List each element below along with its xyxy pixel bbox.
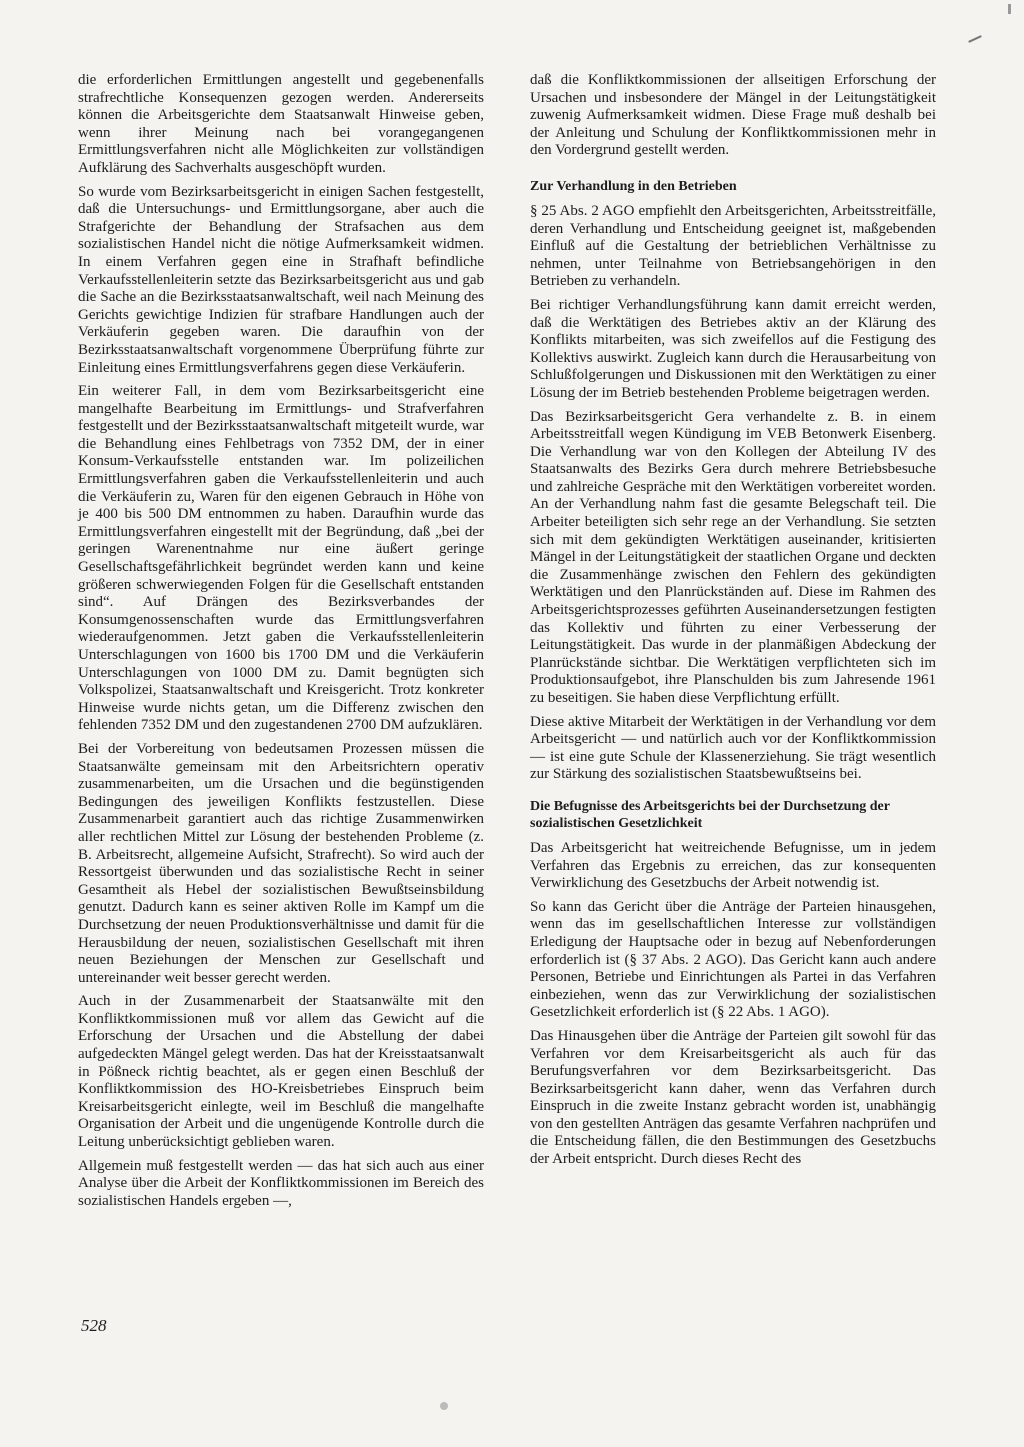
section-heading: Die Befugnisse des Arbeitsgerichts bei der Durchsetzung der sozialistischen Gesetzlichkeit <box>530 798 890 831</box>
paragraph: die erforderlichen Ermittlungen angestellt und gegebenenfalls strafrechtliche Konsequenzen gezogen werden. Andererseits können die Arbeitsgerichte dem Staatsanwalt Hinweise geben, wenn ihrer Meinung nach bei vorangegangenen Ermittlungsverfahren nicht alle Möglichkeiten zur vollständigen Aufklärung des Sachverhalts ausgeschöpft wurden. <box>78 72 484 176</box>
paragraph: daß die Konfliktkommissionen der allseitigen Erforschung der Ursachen und insbesondere der Mängel in der Leitungstätigkeit zuwenig Aufmerksamkeit widmen. Diese Frage muß deshalb bei der Anleitung und Schulung der Konfliktkommissionen mehr in den Vordergrund gestellt werden. <box>530 72 936 159</box>
paragraph: Ein weiterer Fall, in dem vom Bezirksarbeitsgericht eine mangelhafte Bearbeitung im Ermittlungs- und Strafverfahren festgestellt und der Bezirksstaatsanwaltschaft mitgeteilt wurde, war die Behandlung eines Fehlbetrags von 7352 DM, der in einer Konsum-Verkaufsstelle entstanden war. Im polizeilichen Ermittlungsverfahren gaben die Verkaufsstellenleiterin und auch die Verkäuferin zu, Waren für den eigenen Gebrauch in Höhe von je 400 bis 500 DM entnommen zu haben. Daraufhin wurde das Ermittlungsverfahren eingestellt mit der Begründung, daß „bei der geringen Warenentnahme nur eine äußert geringe Gesellschaftsgefährlichkeit begründet werden kann und keine größeren schwerwiegenden Folgen für die Gesellschaft entstanden sind“. Auf Drängen des Bezirksverbandes der Konsumgenossenschaften wurde das Ermittlungsverfahren wiederaufgenommen. Jetzt gaben die Verkaufsstellenleiterin Unterschlagungen von 1600 bis 1700 DM und die Verkäuferin Unterschlagungen von 1000 DM zu. Damit begnügten sich Volkspolizei, Staatsanwaltschaft und Kreisgericht. Trotz konkreter Hinweise wurde nichts getan, um die Differenz zwischen den fehlenden 7352 DM und den zugestandenen 2700 DM aufzuklären. <box>78 383 484 734</box>
paragraph: So kann das Gericht über die Anträge der Parteien hinausgehen, wenn das im gesellschaftlichen Interesse zur vollständigen Erledigung der Hauptsache oder in bezug auf Nebenforderungen erforderlich ist (§ 37 Abs. 2 AGO). Das Gericht kann auch andere Personen, Betriebe und Einrichtungen als Partei in das Verfahren einbeziehen, wenn das zur Verwirklichung der sozialistischen Gesetzlichkeit erforderlich ist (§ 22 Abs. 1 AGO). <box>530 898 936 1021</box>
pencil-mark <box>968 35 982 43</box>
page-number: 528 <box>81 1316 107 1335</box>
paragraph: Das Hinausgehen über die Anträge der Parteien gilt sowohl für das Verfahren vor dem Kreisarbeitsgericht als auch für das Berufungsverfahren vor dem Bezirksarbeitsgericht. Das Bezirksarbeitsgericht kann daher, wenn das Verfahren durch Einspruch in die zweite Instanz gebracht worden ist, unabhängig von den gestellten Anträgen das gesamte Verfahren nachprüfen und die Entscheidung fällen, die den Bestimmungen des Gesetzbuchs der Arbeit entspricht. Durch dieses Recht des <box>530 1027 936 1168</box>
paragraph: § 25 Abs. 2 AGO empfiehlt den Arbeitsgerichten, Arbeitsstreitfälle, deren Verhandlung und Entscheidung geeignet ist, maßgebenden Einfluß auf die Gestaltung der betrieblichen Verhältnisse zu nehmen, unter Teilnahme von Betriebsangehörigen in den Betrieben zu verhandeln. <box>530 202 936 290</box>
paragraph: Bei richtiger Verhandlungsführung kann damit erreicht werden, daß die Werktätigen des Betriebes aktiv an der Klärung des Konflikts mitarbeiten, was sich zweifellos auf die Festigung des Kollektivs auswirkt. Zugleich kann durch die Herausarbeitung von Schlußfolgerungen und Diskussionen mit den Werktätigen zu einer Lösung der im Betrieb bestehenden Probleme beigetragen werden. <box>530 296 936 401</box>
paragraph: Bei der Vorbereitung von bedeutsamen Prozessen müssen die Staatsanwälte gemeinsam mit den Arbeitsrichtern operativ zusammenarbeiten, um die Ursachen und die begünstigenden Bedingungen des jeweiligen Konflikts festzustellen. Diese Zusammenarbeit garantiert auch das richtige Zusammenwirken aller rechtlichen Mittel zur Lösung der bestehenden Probleme (z. B. Arbeitsrecht, allgemeine Aufsicht, Strafrecht). So wird auch der Ressortgeist überwunden und das sozialistische Recht in seiner Gesamtheit als Hebel der sozialistischen Bewußtseinsbildung genutzt. Dadurch kann es seiner aktiven Rolle im Kampf um die Durchsetzung der neuen Produktionsverhältnisse und damit für die Herausbildung der neuen, sozialistischen Gesellschaft mit ihren neuen Beziehungen der Menschen zur Gesellschaft und untereinander weit besser gerecht werden. <box>78 740 484 986</box>
paragraph: Das Arbeitsgericht hat weitreichende Befugnisse, um in jedem Verfahren das Ergebnis zu erreichen, das zur konsequenten Verwirklichung des Gesetzbuchs der Arbeit notwendig ist. <box>530 839 936 892</box>
paragraph: So wurde vom Bezirksarbeitsgericht in einigen Sachen festgestellt, daß die Untersuchungs- und Ermittlungsorgane, aber auch die Strafgerichte der Behandlung der Strafsachen aus dem sozialistischen Handel nicht die nötige Aufmerksamkeit widmen. In einem Verfahren gegen eine in Strafhaft befindliche Verkaufsstellenleiterin setzte das Bezirksarbeitsgericht aus und gab die Sache an die Bezirksstaatsanwaltschaft, weil nach Meinung des Gerichts gewichtige Indizien für strafbare Handlungen auch der Verkäuferin gegeben waren. Die daraufhin von der Bezirksstaatsanwaltschaft vorgenommene Überprüfung führte zur Einleitung eines Ermittlungsverfahrens gegen diese Verkäuferin. <box>78 183 484 376</box>
right-column <box>530 72 936 1175</box>
paragraph: Allgemein muß festgestellt werden — das hat sich auch aus einer Analyse über die Arbeit der Konfliktkommissionen im Bereich des sozialistischen Handels ergeben —, <box>78 1157 484 1209</box>
paragraph: Das Bezirksarbeitsgericht Gera verhandelte z. B. in einem Arbeitsstreitfall wegen Kündigung im VEB Betonwerk Eisenberg. Die Verhandlung war von den Kollegen der Abteilung IV des Staatsanwalts des Bezirks Gera durch mehrere Betriebsbesuche und zahlreiche Gespräche mit den Werktätigen vorbereitet worden. An der Verhandlung nahm fast die gesamte Belegschaft teil. Die Arbeiter beteiligten sich sehr rege an der Verhandlung. Sie setzten sich mit dem gekündigten Werktätigen auseinander, kritisierten Mängel in der Leitungstätigkeit der staatlichen Organe und deckten die Zusammenhänge zwischen den Fehlern des gekündigten Werktätigen und den Planrückständen auf. Diese im Rahmen des Arbeitsgerichtsprozesses geführten Auseinandersetzungen festigten das Kollektiv und führten zu einer Verbesserung der Leitungstätigkeit. Das wurde in der planmäßigen Abdeckung der Planrückstände sichtbar. Die Werktätigen verpflichteten sich im Produktionsaufgebot, ihre Planschulden bis zum Jahresende 1961 zu beseitigen. Sie haben diese Verpflichtung erfüllt. <box>530 408 936 706</box>
section-heading: Zur Verhandlung in den Betrieben <box>530 178 737 194</box>
paragraph: Auch in der Zusammenarbeit der Staatsanwälte mit den Konfliktkommissionen muß vor allem das Gewicht auf die Erforschung der Ursachen und die Abstellung der dabei aufgedeckten Mängel gelegt werden. Das hat der Kreisstaatsanwalt in Pößneck richtig beachtet, als er gegen einen Beschluß der Konfliktkommission des HO-Kreisbetriebes Einspruch beim Kreisarbeitsgericht einlegte, weil im Beschluß die mangelhafte Organisation der Arbeit und die ungenügende Kontrolle durch die Leitung unberücksichtigt geblieben waren. <box>78 993 484 1151</box>
paragraph: Diese aktive Mitarbeit der Werktätigen in der Verhandlung vor dem Arbeitsgericht — und natürlich auch vor der Konfliktkommission — ist eine gute Schule der Klassenerziehung. Sie trägt wesentlich zur Stärkung des sozialistischen Staatsbewußtseins bei. <box>530 713 936 783</box>
scan-corner-mark <box>1008 4 1011 14</box>
left-column <box>78 72 484 1216</box>
scan-dot <box>440 1402 448 1410</box>
